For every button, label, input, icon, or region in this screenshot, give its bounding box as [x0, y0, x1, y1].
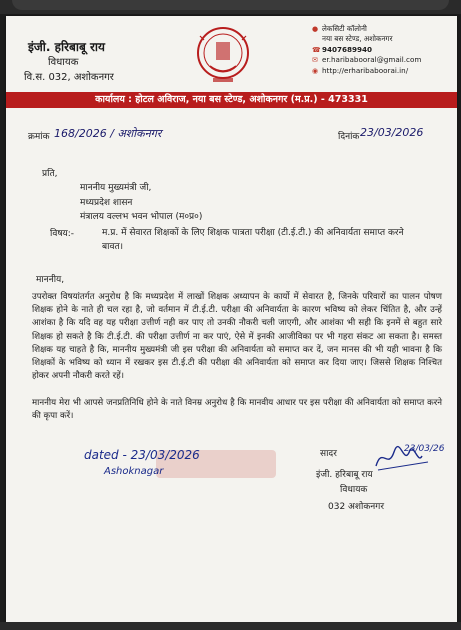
recipient-line-2: मध्यप्रदेश शासन — [80, 197, 133, 208]
recipient-line-1: माननीय मुख्यमंत्री जी, — [80, 183, 152, 193]
letterhead-role: विधायक — [48, 57, 79, 68]
letter-page — [6, 16, 457, 622]
recipient-line-3: मंत्रालय वल्लभ भवन भोपाल (म०प्र०) — [80, 212, 203, 222]
body-paragraph: माननीय मेरा भी आपसे जनप्रतिनिधि होने के नाते विनम्र अनुरोध है कि मानवीय आधार पर इस परीक्षा की अनिवार्यता को समाप्त करने की कृपा करें। — [32, 398, 442, 422]
location-pin-icon: ● — [312, 25, 319, 33]
signatory-role: विधायक — [340, 485, 368, 495]
reference-label: क्रमांक — [28, 132, 50, 142]
signatory-constituency: 032 अशोकनगर — [328, 502, 385, 512]
reference-number: 168/2026 / अशोकनगर — [54, 127, 162, 140]
screen-bottom-bar — [0, 622, 461, 630]
address-line-1: लेकसिटी कॉलोनी — [322, 24, 367, 33]
letterhead-constituency: वि.स. 032, अशोकनगर — [24, 72, 114, 83]
contact-block — [312, 24, 421, 76]
phone-number: 9407689940 — [322, 44, 373, 54]
recipient-address — [80, 181, 202, 225]
body-paragraph: उपरोक्त विषयांतर्गत अनुरोध है कि मध्यप्रदेश में लाखों शिक्षक अध्यापन के कार्यो में सेवारत है, जिनके परिवारों का पालन पोषण शिक्षक होने के नाते ही चल रहा है, जो वर्तमान में टी.ई.टी. परीक्षा की अनिवार्यता के कारण भविष्य को लेकर चिंतित है, और उन्हें आशंका है कि यदि वह यह परीक्षा उत्तीर्ण नही कर पाए तो उनकी नौकरी चली जाएगी, और आशंका भी सही कि इनमें से बहुत सारे शिक्षक हो सकते है कि टी.ई.टी. की परीक्षा उत्तीर्ण ना कर पाएं, ऐसे में इनकी आजीविका पर भी गहरा संकट आ सकता है। समस्त शिक्षक यह चाहते है कि, माननीय मुख्यमंत्री जी इस परीक्षा की अनिवार्यता को समाप्त कर दें, जन मानस की भी यही भावना है कि शिक्षकों के भविष्य को ध्यान में रखकर इस टी.ई.टी की परीक्षा की अनिवार्यता को समाप्त कर दिया जाए। जिससे शिक्षक निश्चित होकर अपनी नौकरी करते रहें। — [32, 292, 442, 382]
state-emblem-icon — [196, 26, 250, 84]
website-url: http://erharibaboorai.in/ — [322, 65, 409, 75]
screen-top-bar — [0, 0, 461, 14]
contact-website — [312, 66, 421, 76]
address-line-2: नया बस स्टेण्ड, अशोकनगर — [322, 34, 393, 44]
letterhead-name: इंजी. हरिबाबू राय — [28, 40, 105, 54]
subject-label: विषय:- — [50, 229, 75, 239]
closing-saadar: सादर — [320, 449, 337, 459]
phone-icon: ☎ — [312, 45, 321, 54]
contact-email — [312, 55, 421, 65]
email-icon: ✉ — [312, 56, 318, 65]
to-label: प्रति, — [42, 169, 58, 179]
contact-address-2 — [312, 34, 421, 44]
signatory-name: इंजी. हरिबाबू राय — [316, 470, 373, 480]
office-address-band: कार्यालय : होटल अविराज, नया बस स्टेण्ड, अशोकनगर (म.प्र.) - 473331 — [6, 92, 457, 108]
screen-notch — [12, 0, 449, 10]
date-label: दिनांक — [338, 132, 360, 142]
date-value: 23/03/2026 — [360, 126, 424, 139]
handwritten-place: Ashoknagar — [104, 466, 164, 477]
subject-text: म.प्र. में सेवारत शिक्षकों के लिए शिक्षक पात्रता परीक्षा (टी.ई.टी.) की अनिवार्यता समाप्त करने बावत। — [102, 228, 404, 252]
handwritten-date: dated - 23/03/2026 — [84, 448, 200, 462]
email-address: er.haribabooral@gmail.com — [322, 55, 422, 65]
salutation: माननीय, — [36, 275, 65, 285]
signature-date: 23/03/26 — [404, 444, 445, 454]
contact-phone — [312, 45, 421, 55]
globe-icon: ◉ — [312, 66, 319, 75]
contact-address — [312, 24, 421, 34]
